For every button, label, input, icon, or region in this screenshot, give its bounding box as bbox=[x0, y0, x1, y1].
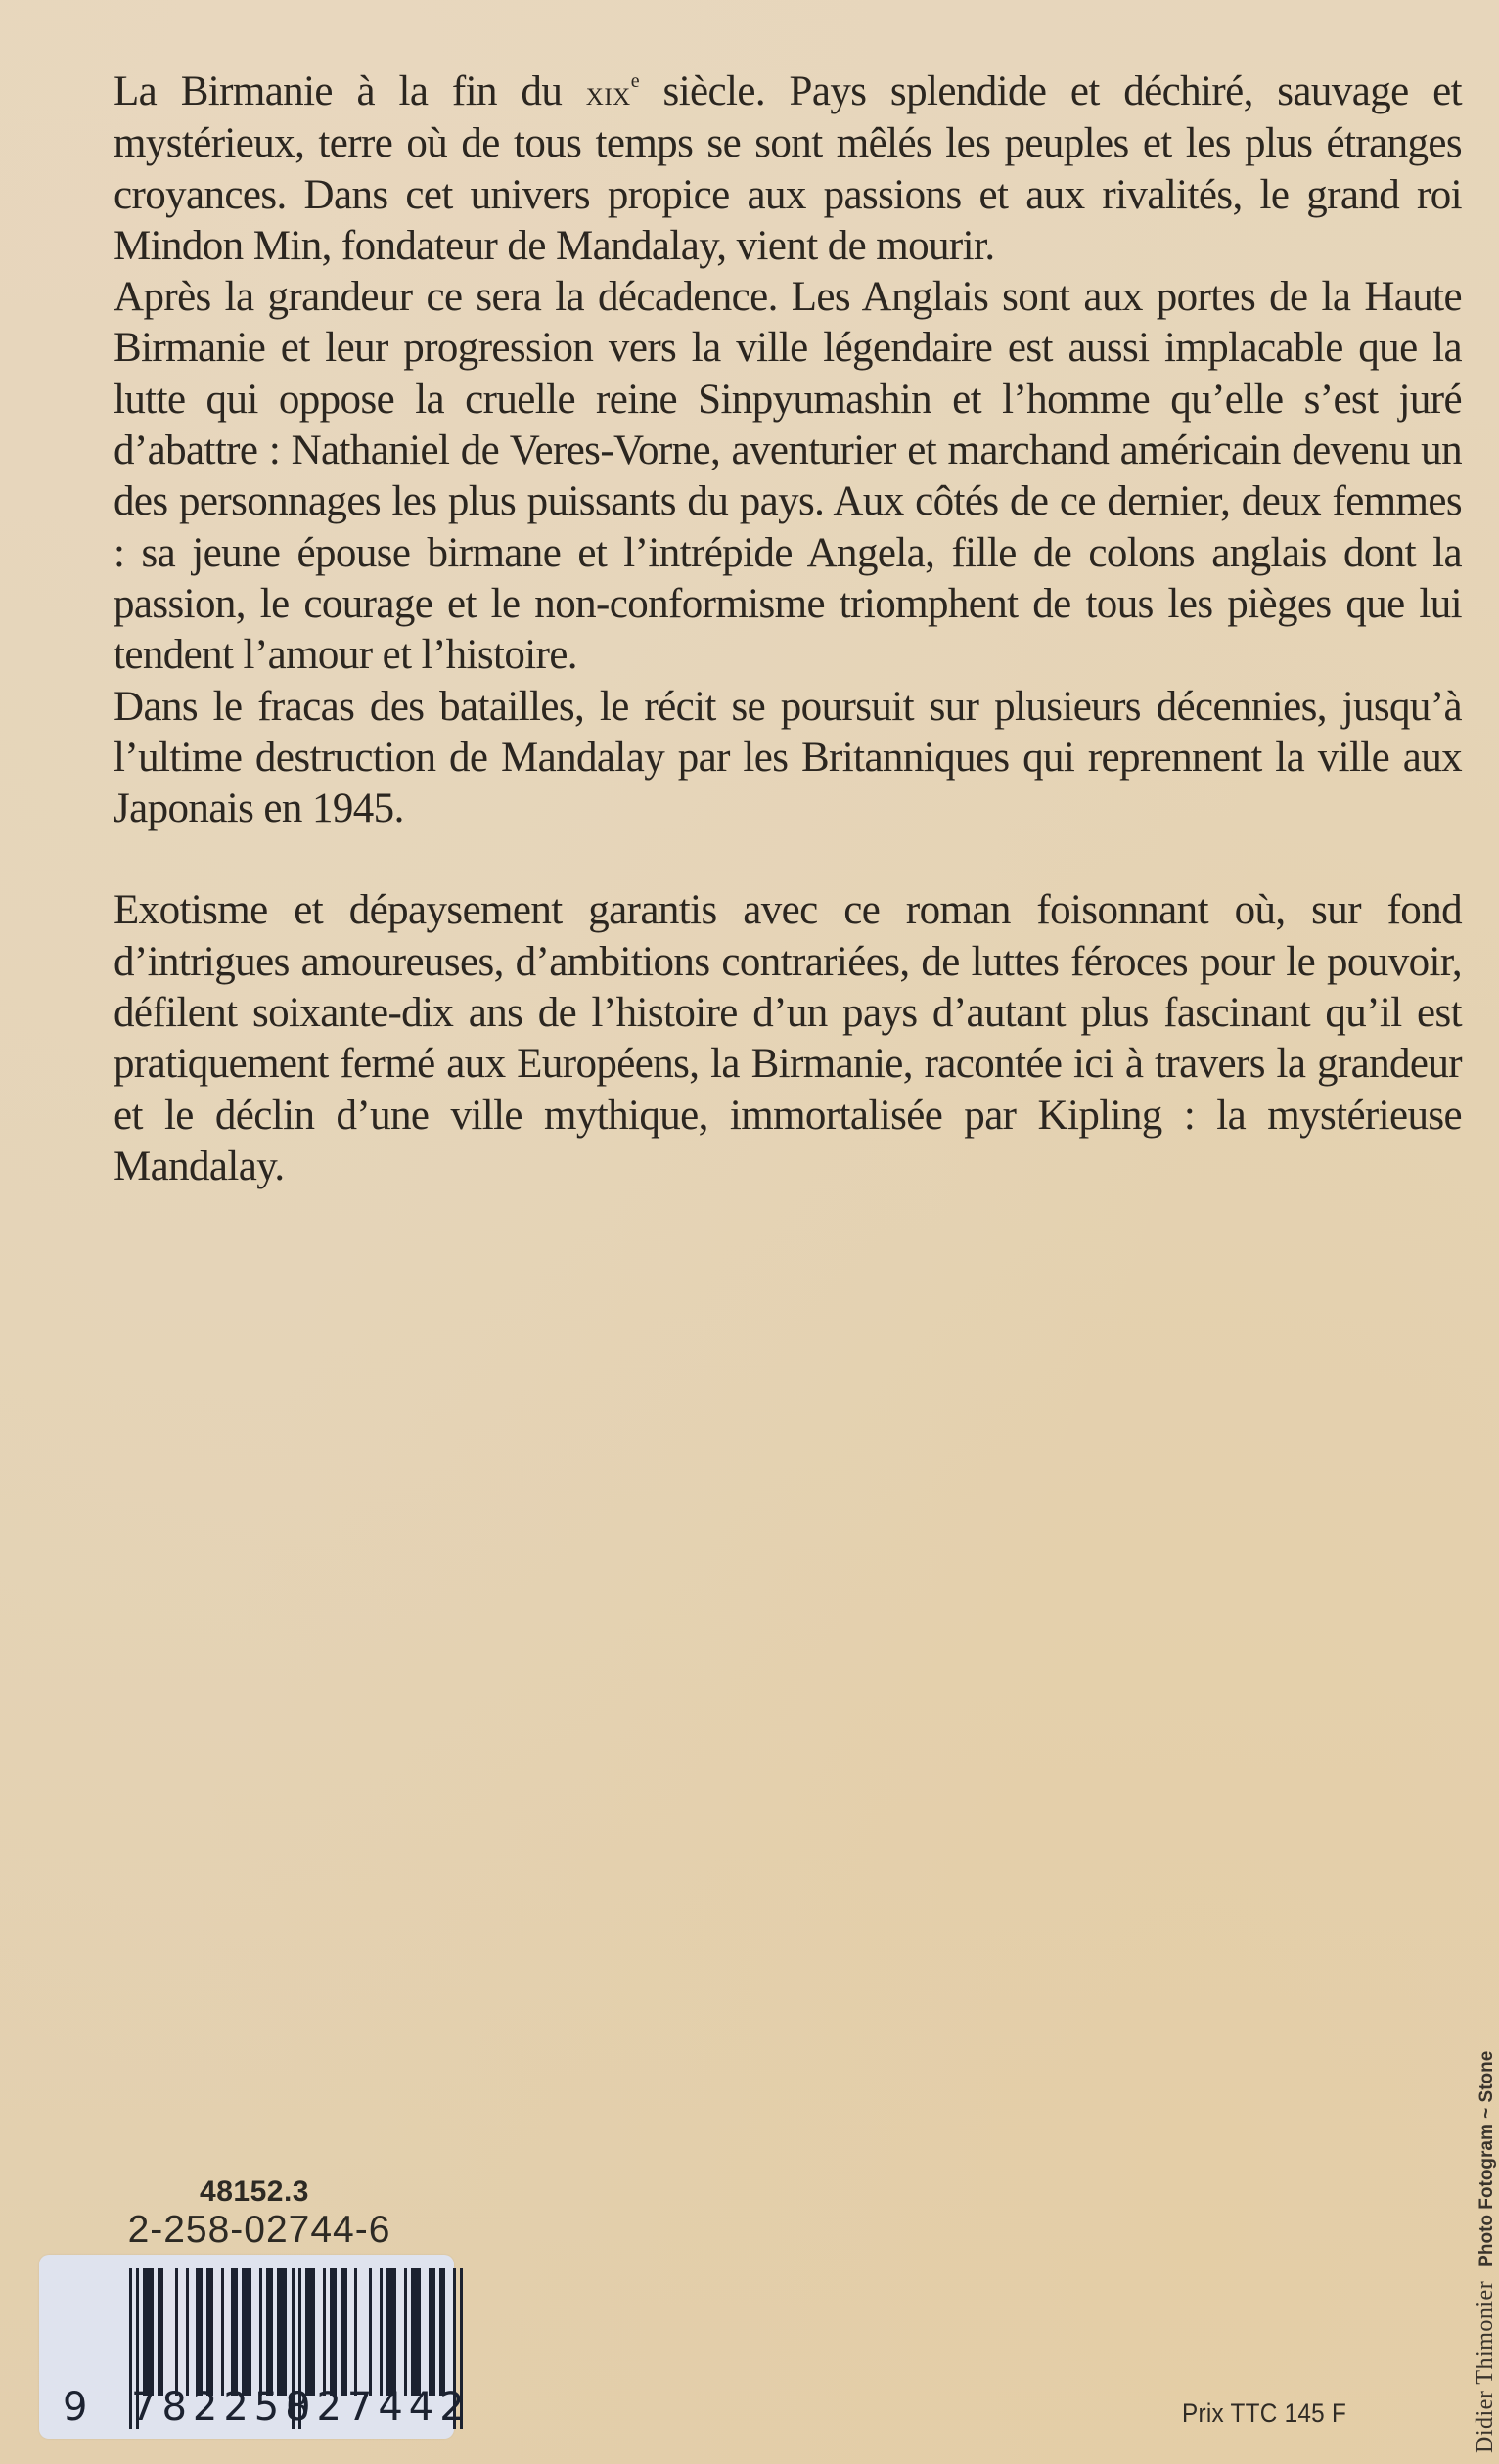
back-cover-blurb bbox=[114, 67, 1462, 1192]
barcode-bars bbox=[129, 2268, 464, 2396]
barcode-bar bbox=[386, 2268, 396, 2396]
barcode-bar bbox=[158, 2268, 164, 2396]
barcode-bar bbox=[196, 2268, 203, 2396]
barcode-bar bbox=[259, 2268, 262, 2396]
barcode-bar bbox=[404, 2268, 407, 2396]
barcode-digits bbox=[39, 2383, 471, 2432]
blurb-p1-prefix: La Birmanie à la fin du bbox=[114, 68, 586, 114]
barcode-bar bbox=[186, 2268, 189, 2396]
photo-credit: Photo Fotogram ~ Stone bbox=[1476, 2050, 1497, 2267]
barcode-bar bbox=[354, 2268, 357, 2396]
designer-credit: Didier Thimonier bbox=[1473, 2280, 1498, 2453]
barcode-bar bbox=[305, 2268, 315, 2396]
century-numeral: xix bbox=[585, 73, 631, 112]
price-label: Prix TTC 145 F bbox=[1182, 2398, 1347, 2428]
barcode-digits-left: 782258 bbox=[131, 2385, 316, 2430]
barcode-bar bbox=[277, 2268, 287, 2396]
barcode-bar bbox=[231, 2268, 238, 2396]
barcode-bar bbox=[242, 2268, 251, 2396]
blurb-paragraph-3: Dans le fracas des batailles, le récit se poursuit sur plusieurs décennies, jusqu’à l’ultime destruction de Mandalay par les Britanniques qui reprennent la ville aux Japonais en 1945. bbox=[114, 683, 1462, 832]
barcode-bar bbox=[369, 2268, 372, 2396]
blurb-paragraph-4: Exotisme et dépaysement garantis avec ce roman foisonnant où, sur fond d’intrigues amoureuses, d’ambitions contrariées, de luttes féroces pour le pouvoir, défilent soixante-dix ans de l’histoire d’un pays d’autant plus fascinant qu’il est pratiquement fermé aux Européens, la Birmanie, racontée ici à travers la grandeur et le déclin d’une ville mythique, immortalisée par Kipling : la mystérieuse Mandalay. bbox=[114, 887, 1462, 1189]
barcode-bar bbox=[341, 2268, 347, 2396]
blurb-p1-rest: siècle. Pays splendide et déchiré, sauvage et mystérieux, terre où de tous temps se sont mêlés les peuples et les plus étranges croyances. Dans cet univers propice aux passions et aux rivalités, le grand roi Mindon Min, fondateur de Mandalay, vient de mourir. bbox=[114, 68, 1462, 269]
blurb-paragraph-1 bbox=[114, 67, 1462, 272]
isbn-number: 2-258-02744-6 bbox=[127, 2209, 391, 2251]
reference-number: 48152.3 bbox=[200, 2175, 309, 2208]
barcode-bar bbox=[143, 2268, 153, 2396]
barcode-digit-first: 9 bbox=[63, 2385, 88, 2430]
barcode-bar bbox=[439, 2268, 446, 2396]
barcode-bar bbox=[175, 2268, 178, 2396]
barcode-bar bbox=[266, 2268, 273, 2396]
cover-credits bbox=[1473, 2051, 1499, 2453]
barcode-bar bbox=[323, 2268, 326, 2396]
barcode-bar bbox=[206, 2268, 213, 2396]
barcode-bar bbox=[380, 2268, 383, 2396]
book-codes bbox=[39, 2175, 450, 2252]
century-superscript: e bbox=[630, 70, 639, 92]
barcode-bar bbox=[221, 2268, 224, 2396]
blurb-paragraph-2: Après la grandeur ce sera la décadence. Les Anglais sont aux portes de la Haute Birmanie et leur progression vers la ville légendaire est aussi implacable que la lutte qui oppose la cruelle reine Sinpyumashin et l’homme qu’elle s’est juré d’abattre : Nathaniel de Veres-Vorne, aventurier et marchand américain devenu un des personnages les plus puissants du pays. Aux côtés de ce dernier, deux femmes : sa jeune épouse birmane et l’intrépide Angela, fille de colons anglais dont la passion, le courage et le non-conformisme triomphent de tous les pièges que lui tendent l’amour et l’histoire. bbox=[114, 274, 1462, 679]
barcode-label bbox=[39, 2255, 471, 2439]
barcode-digits-right: 027442 bbox=[286, 2385, 471, 2430]
barcode-bar bbox=[411, 2268, 421, 2396]
barcode-bar bbox=[429, 2268, 435, 2396]
barcode-bar bbox=[330, 2268, 337, 2396]
